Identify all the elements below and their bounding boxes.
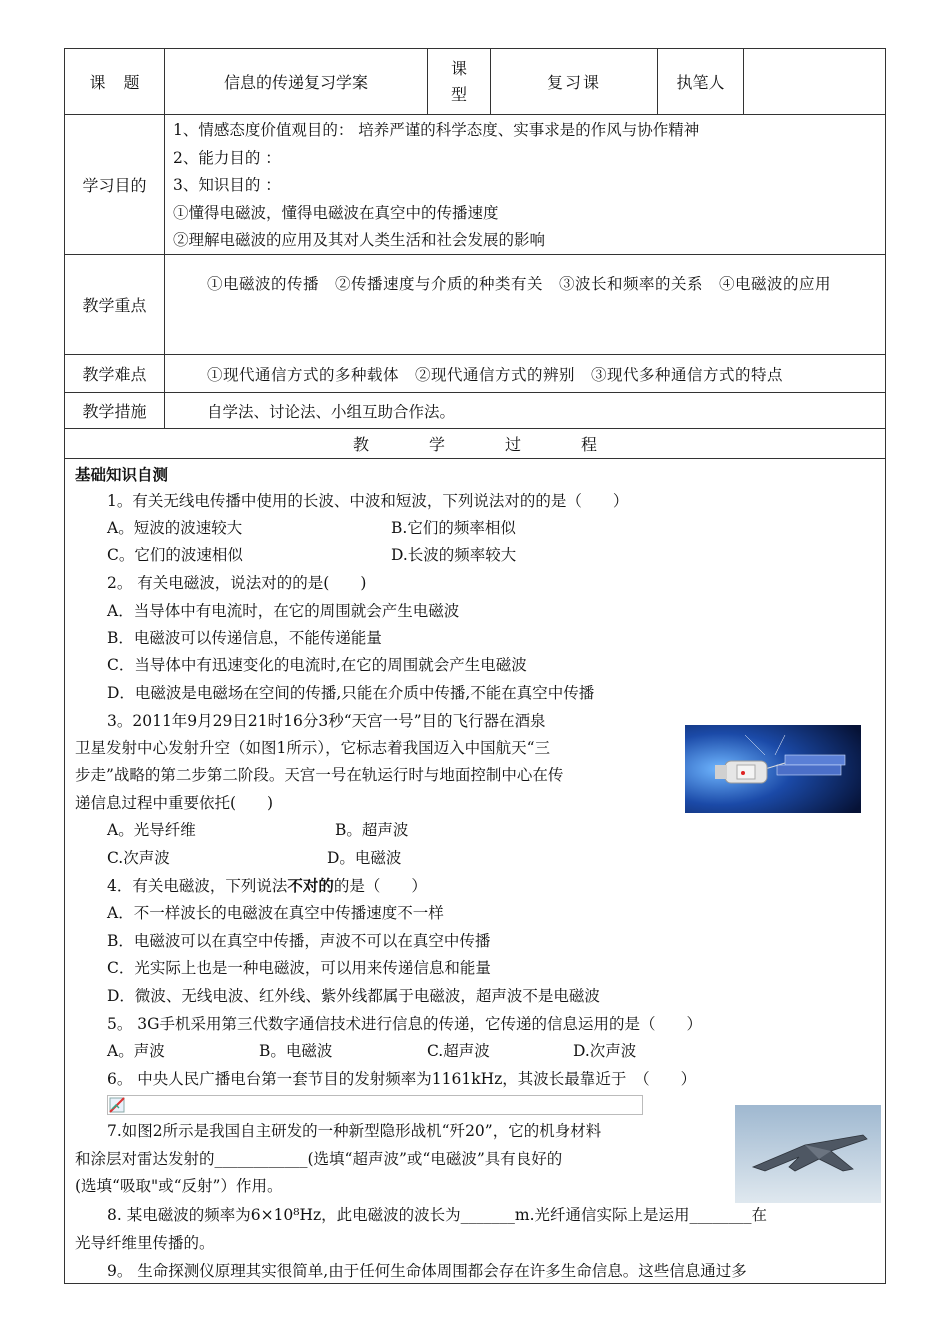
goals-label: 学习目的 xyxy=(65,115,165,254)
broken-image-placeholder xyxy=(107,1095,643,1115)
q7-line: 和涂层对雷达发射的____________(选填“超声波”或“电磁波”具有良好的 xyxy=(75,1150,563,1168)
broken-image-icon xyxy=(109,1097,125,1113)
q4-option-c: C．光实际上也是一种电磁波，可以用来传递信息和能量 xyxy=(107,959,491,977)
q1-option-c: C。它们的波速相似 xyxy=(107,546,243,564)
q1-option-a: A。短波的波速较大 xyxy=(107,519,243,537)
q2-option-c: C．当导体中有迅速变化的电流时,在它的周围就会产生电磁波 xyxy=(107,656,527,674)
focus-label: 教学重点 xyxy=(65,255,165,354)
q4-stem-post: 的是（ ） xyxy=(333,877,427,895)
q3-line: 递信息过程中重要依托( ) xyxy=(75,794,274,812)
q5-option-c: C.超声波 xyxy=(427,1042,490,1060)
q8-line: 光导纤维里传播的。 xyxy=(75,1234,215,1252)
goal-line: ②理解电磁波的应用及其对人类生活和社会发展的影响 xyxy=(173,231,546,249)
q7-line: 7.如图2所示是我国自主研发的一种新型隐形战机“歼20”，它的机身材料 xyxy=(107,1122,602,1140)
q4-option-a: A．不一样波长的电磁波在真空中传播速度不一样 xyxy=(107,904,444,922)
q3-option-b: B。超声波 xyxy=(335,821,409,839)
space-station-image xyxy=(685,725,861,813)
type-label-1: 课 xyxy=(450,58,467,78)
stealth-fighter-image xyxy=(735,1105,881,1203)
q7-line: (选填“吸取"或“反射”）作用。 xyxy=(75,1177,283,1195)
q2-option-b: B．电磁波可以传递信息，不能传递能量 xyxy=(107,629,382,647)
type-label xyxy=(428,49,491,114)
author-value xyxy=(744,49,885,114)
q5-option-a: A。声波 xyxy=(107,1042,165,1060)
focus-row xyxy=(65,255,885,355)
type-value: 复习课 xyxy=(491,49,658,114)
goals-content xyxy=(165,115,885,254)
goal-line: ①懂得电磁波，懂得电磁波在真空中的传播速度 xyxy=(173,203,499,222)
q4-stem-pre: 4．有关电磁波，下列说法 xyxy=(107,877,288,895)
process-body xyxy=(65,459,885,1283)
goal-line: 3、知识目的 ： xyxy=(173,176,281,194)
author-label: 执笔人 xyxy=(658,49,744,114)
topic-value: 信息的传递复习学案 xyxy=(165,49,428,114)
difficulty-text: ①现代通信方式的多种载体 ②现代通信方式的辨别 ③现代多种通信方式的特点 xyxy=(207,365,784,384)
q2-stem: 2。 有关电磁波，说法对的的是( ) xyxy=(107,574,367,592)
goal-line: 2、能力目的 ： xyxy=(173,148,281,167)
q3-line: 3。2011年9月29日21时16分3秒“天宫一号”目的飞行器在酒泉 xyxy=(107,712,546,730)
q5-stem: 5。 3G手机采用第三代数字通信技术进行信息的传递，它传递的信息运用的是（ ） xyxy=(107,1015,703,1033)
goal-line: 1、情感态度价值观目的： 培养严谨的科学态度、实事求是的作风与协作精神 xyxy=(173,121,700,139)
q5-option-d: D.次声波 xyxy=(573,1042,637,1060)
lesson-plan-table xyxy=(64,48,886,1284)
q2-option-a: A．当导体中有电流时，在它的周围就会产生电磁波 xyxy=(107,602,460,620)
difficulty-label: 教学难点 xyxy=(65,355,165,392)
q3-line: 步走”战略的第二步第二阶段。天宫一号在轨运行时与地面控制中心在传 xyxy=(75,766,564,784)
goals-row xyxy=(65,115,885,255)
q9-line: 9。 生命探测仪原理其实很简单,由于任何生命体周围都会存在许多生命信息。这些信息通过多 xyxy=(107,1262,747,1280)
q1-option-d: D.长波的频率较大 xyxy=(391,546,517,564)
measures-row xyxy=(65,393,885,429)
q4-stem xyxy=(107,874,427,896)
measures-text: 自学法、讨论法、小组互助合作法。 xyxy=(207,402,456,421)
q1-stem: 1。有关无线电传播中使用的长波、中波和短波，下列说法对的的是（ ） xyxy=(107,492,629,510)
q2-option-d: D．电磁波是电磁场在空间的传播,只能在介质中传播,不能在真空中传播 xyxy=(107,684,595,702)
q3-option-d: D。电磁波 xyxy=(327,849,402,867)
q4-option-d: D．微波、无线电波、红外线、紫外线都属于电磁波，超声波不是电磁波 xyxy=(107,987,600,1005)
measures-label: 教学措施 xyxy=(65,393,165,428)
process-title: 教学过程 xyxy=(65,429,885,459)
q3-option-c: C.次声波 xyxy=(107,849,170,867)
q4-option-b: B．电磁波可以在真空中传播，声波不可以在真空中传播 xyxy=(107,932,491,950)
focus-text: ①电磁波的传播 ②传播速度与介质的种类有关 ③波长和频率的关系 ④电磁波的应用 xyxy=(207,275,832,293)
q3-option-a: A。光导纤维 xyxy=(107,821,196,839)
q6-stem: 6。 中央人民广播电台第一套节目的发射频率为1161kHz，其波长最靠近于 （ ） xyxy=(107,1070,697,1088)
type-label-2: 型 xyxy=(450,84,467,104)
q8-line: 8. 某电磁波的频率为6×10⁸Hz，此电磁波的波长为_______m.光纤通信实际上是运用________在 xyxy=(107,1206,768,1224)
header-row xyxy=(65,49,885,115)
difficulty-row xyxy=(65,355,885,393)
section-title: 基础知识自测 xyxy=(75,465,169,484)
q5-option-b: B。电磁波 xyxy=(259,1042,333,1060)
q3-line: 卫星发射中心发射升空（如图1所示），它标志着我国迈入中国航天“三 xyxy=(75,739,551,757)
topic-label: 课题 xyxy=(65,49,165,114)
q1-option-b: B.它们的频率相似 xyxy=(391,519,516,537)
q4-stem-bold: 不对的 xyxy=(287,876,334,895)
